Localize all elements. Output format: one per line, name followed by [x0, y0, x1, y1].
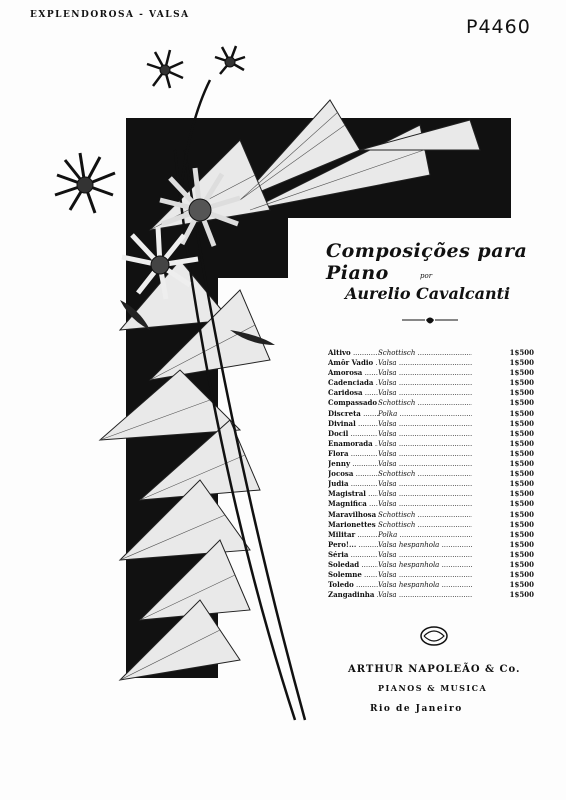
- work-title: Magistral .....: [328, 489, 378, 499]
- work-price: 1$500: [509, 549, 534, 559]
- work-price: 1$500: [509, 348, 534, 357]
- work-price: 1$500: [509, 418, 534, 428]
- work-genre: Valsa .....: [378, 479, 472, 489]
- work-title: Compassado .....: [328, 398, 378, 408]
- work-row: [328, 429, 534, 439]
- work-title: Amorosa .....: [328, 368, 378, 378]
- work-row: [328, 459, 534, 469]
- work-row: [328, 419, 534, 429]
- work-price: 1$500: [509, 519, 534, 529]
- work-title: Discreta .....: [328, 409, 378, 419]
- publisher-name: ARTHUR NAPOLEÃO & Co.: [348, 664, 521, 675]
- works-list: [328, 348, 534, 600]
- work-price: 1$500: [509, 479, 534, 489]
- work-price: 1$500: [509, 408, 534, 418]
- work-genre: Valsa .....: [378, 550, 472, 560]
- work-genre: Valsa .....: [378, 429, 472, 439]
- work-price: 1$500: [509, 509, 534, 519]
- work-genre: Schottisch .....: [378, 469, 472, 479]
- work-genre: Valsa .....: [378, 368, 472, 378]
- work-genre: Valsa hespanhola .....: [378, 560, 472, 570]
- work-row: [328, 358, 534, 368]
- page-title: Composições para Piano: [326, 240, 528, 284]
- work-price: 1$500: [509, 368, 534, 378]
- work-title: Enamorada .....: [328, 439, 378, 449]
- work-row: [328, 449, 534, 459]
- work-price: 1$500: [509, 428, 534, 438]
- work-genre: Valsa .....: [378, 499, 472, 509]
- work-title: Maravilhosa .....: [328, 510, 378, 520]
- work-row: [328, 479, 534, 489]
- work-genre: Valsa hespanhola .....: [378, 540, 472, 550]
- publisher-monogram-icon: [418, 624, 450, 648]
- work-price: 1$500: [509, 580, 534, 590]
- work-title: Divinal .....: [328, 419, 378, 429]
- work-title: Pero!... .....: [328, 540, 378, 550]
- work-price: 1$500: [509, 489, 534, 499]
- work-price: 1$500: [509, 590, 534, 600]
- work-title: Toledo .....: [328, 580, 378, 590]
- ornament-divider-icon: [400, 315, 460, 327]
- work-genre: Valsa hespanhola .....: [378, 580, 472, 590]
- work-genre: Valsa .....: [378, 439, 472, 449]
- work-title: Zangadinha .....: [328, 590, 378, 600]
- publisher-subtitle: PIANOS & MUSICA: [378, 683, 488, 693]
- work-genre: Valsa .....: [378, 378, 472, 388]
- work-row: [328, 388, 534, 398]
- work-title: Amôr Vadio .....: [328, 358, 378, 368]
- work-row: [328, 570, 534, 580]
- work-title: Solemne .....: [328, 570, 378, 580]
- work-row: [328, 550, 534, 560]
- work-title: Cadenciada .....: [328, 378, 378, 388]
- work-genre: Valsa .....: [378, 570, 472, 580]
- work-genre: Valsa .....: [378, 388, 472, 398]
- work-row: [328, 489, 534, 499]
- work-title: Militar .....: [328, 530, 378, 540]
- work-title: Séria .....: [328, 550, 378, 560]
- work-row: [328, 560, 534, 570]
- work-row: [328, 409, 534, 419]
- work-genre: Valsa .....: [378, 459, 472, 469]
- catalog-id: P4460: [466, 16, 531, 38]
- work-price: 1$500: [509, 459, 534, 469]
- work-price: 1$500: [509, 448, 534, 458]
- work-title: Marionettes .....: [328, 520, 378, 530]
- work-price: 1$500: [509, 499, 534, 509]
- work-row: [328, 398, 534, 408]
- work-genre: Valsa .....: [378, 590, 472, 600]
- work-price: 1$500: [509, 438, 534, 448]
- work-price: 1$500: [509, 469, 534, 479]
- work-title: Jocosa .....: [328, 469, 378, 479]
- publisher-city: Rio de Janeiro: [370, 704, 463, 714]
- work-genre: Valsa .....: [378, 419, 472, 429]
- work-title: Caridosa .....: [328, 388, 378, 398]
- work-row: [328, 469, 534, 479]
- work-row: [328, 520, 534, 530]
- work-title: Judia .....: [328, 479, 378, 489]
- work-price: 1$500: [509, 539, 534, 549]
- work-price: 1$500: [509, 388, 534, 398]
- work-genre: Schottisch .....: [378, 398, 472, 408]
- work-price: 1$500: [509, 559, 534, 569]
- work-row: [328, 580, 534, 590]
- work-genre: Valsa .....: [378, 489, 472, 499]
- work-genre: Schottisch .....: [378, 348, 472, 358]
- work-price: 1$500: [509, 358, 534, 368]
- work-row: [328, 590, 534, 600]
- work-price: 1$500: [509, 570, 534, 580]
- work-row: [328, 540, 534, 550]
- work-title: Jenny .....: [328, 459, 378, 469]
- work-row: [328, 348, 534, 358]
- work-row: [328, 510, 534, 520]
- work-title: Soledad .....: [328, 560, 378, 570]
- work-row: [328, 368, 534, 378]
- work-title: Flora .....: [328, 449, 378, 459]
- by-label: por: [420, 272, 433, 280]
- work-genre: Schottisch .....: [378, 520, 472, 530]
- work-genre: Polka .....: [378, 530, 472, 540]
- composer-name: Aurelio Cavalcanti: [345, 284, 511, 303]
- work-genre: Polka .....: [378, 409, 472, 419]
- work-row: [328, 378, 534, 388]
- work-genre: Schottisch .....: [378, 510, 472, 520]
- work-row: [328, 530, 534, 540]
- work-genre: Valsa .....: [378, 449, 472, 459]
- corner-label: EXPLENDOROSA - VALSA: [30, 10, 190, 20]
- work-genre: Valsa .....: [378, 358, 472, 368]
- work-price: 1$500: [509, 398, 534, 408]
- work-price: 1$500: [509, 378, 534, 388]
- work-title: Magnifica .....: [328, 499, 378, 509]
- work-price: 1$500: [509, 529, 534, 539]
- work-title: Altivo .....: [328, 348, 378, 358]
- work-title: Docil .....: [328, 429, 378, 439]
- work-row: [328, 499, 534, 509]
- work-row: [328, 439, 534, 449]
